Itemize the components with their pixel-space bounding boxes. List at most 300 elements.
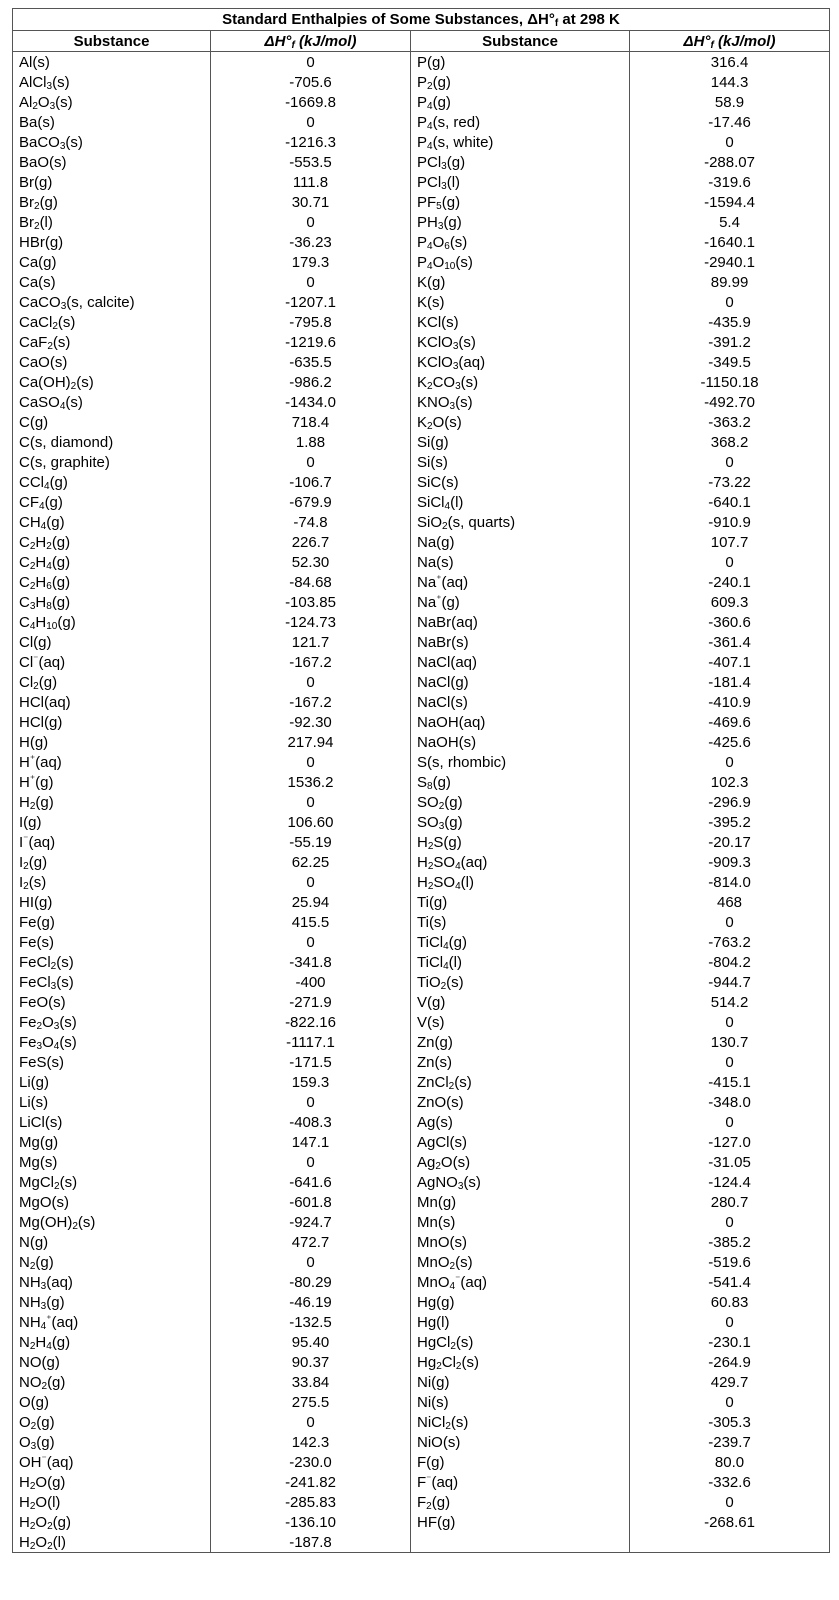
substance-right: K(g) [411,272,630,292]
enthalpy-right: 60.83 [630,1292,830,1312]
table-row [13,1172,830,1192]
substance-left: $Fe_3O_4(s)$ [13,1032,211,1052]
enthalpy-left: 226.7 [211,532,411,552]
enthalpy-left: -46.19 [211,1292,411,1312]
substance-right: NaBr(aq) [411,612,630,632]
substance-left: $H_2O(g)$ [13,1472,211,1492]
substance-right: MnO$_4$⁻(aq) [411,1272,630,1292]
table-row [13,1372,830,1392]
enthalpy-right: -385.2 [630,1232,830,1252]
enthalpy-left: 0 [211,1092,411,1112]
substance-left: Ca(g) [13,252,211,272]
table-row [13,892,830,912]
substance-right: SiCl$_4$(l) [411,492,630,512]
substance-right: AgCl(s) [411,1132,630,1152]
enthalpy-left: 0 [211,1412,411,1432]
table-row [13,392,830,412]
enthalpy-left: -408.3 [211,1112,411,1132]
substance-left: FeCl$_2$(s) [13,952,211,972]
enthalpy-right: 58.9 [630,92,830,112]
substance-left: Ba(s) [13,112,211,132]
enthalpy-left: -167.2 [211,652,411,672]
enthalpy-right: -268.61 [630,1512,830,1532]
substance-left: CaCO$_3$(s, calcite) [13,292,211,312]
enthalpy-left: -132.5 [211,1312,411,1332]
table-row [13,712,830,732]
substance-right: F⁻(aq) [411,1472,630,1492]
substance-right: $H_2S(g)$ [411,832,630,852]
table-row [13,1472,830,1492]
substance-right: Ni(s) [411,1392,630,1412]
table-row [13,1072,830,1092]
substance-right: $P_2(g)$ [411,72,630,92]
substance-right: PCl$_3$(g) [411,152,630,172]
table-row [13,252,830,272]
enthalpy-left: 121.7 [211,632,411,652]
enthalpy-left: 95.40 [211,1332,411,1352]
enthalpy-left: -285.83 [211,1492,411,1512]
enthalpy-left: 33.84 [211,1372,411,1392]
table-row [13,992,830,1012]
table-row [13,772,830,792]
enthalpy-right: -763.2 [630,932,830,952]
substance-right: $SO_3(g)$ [411,812,630,832]
table-row [13,852,830,872]
substance-left: HI(g) [13,892,211,912]
substance-left: Al(s) [13,52,211,73]
substance-right: PCl$_3$(l) [411,172,630,192]
enthalpy-right: -230.1 [630,1332,830,1352]
substance-right: NaOH(aq) [411,712,630,732]
enthalpy-right: 80.0 [630,1452,830,1472]
substance-left: FeS(s) [13,1052,211,1072]
substance-left: $I_2(g)$ [13,852,211,872]
enthalpy-right: -410.9 [630,692,830,712]
enthalpy-right: -804.2 [630,952,830,972]
title-row [13,9,830,31]
enthalpy-left: -80.29 [211,1272,411,1292]
table-row [13,112,830,132]
table-row [13,612,830,632]
substance-left: BaO(s) [13,152,211,172]
table-row [13,172,830,192]
enthalpy-right: 429.7 [630,1372,830,1392]
substance-left: H(g) [13,732,211,752]
substance-left: CaO(s) [13,352,211,372]
substance-left: HBr(g) [13,232,211,252]
substance-left: LiCl(s) [13,1112,211,1132]
table-row [13,932,830,952]
enthalpy-right: 0 [630,1112,830,1132]
enthalpy-left: 179.3 [211,252,411,272]
enthalpy-left: -795.8 [211,312,411,332]
table-row [13,1192,830,1212]
table-row [13,972,830,992]
enthalpy-left: -1434.0 [211,392,411,412]
enthalpy-right: -361.4 [630,632,830,652]
substance-right: $S_8(g)$ [411,772,630,792]
substance-right: Mn(g) [411,1192,630,1212]
enthalpy-right: 0 [630,1012,830,1032]
substance-left: OH⁻(aq) [13,1452,211,1472]
enthalpy-right: -519.6 [630,1252,830,1272]
substance-left: H⁺(g) [13,772,211,792]
substance-right: Ag(s) [411,1112,630,1132]
substance-right: Ti(s) [411,912,630,932]
enthalpy-right: 609.3 [630,592,830,612]
enthalpy-left: 111.8 [211,172,411,192]
header-substance-left: Substance [13,31,211,52]
enthalpy-left: -55.19 [211,832,411,852]
enthalpy-left: 0 [211,52,411,73]
substance-right: MnO(s) [411,1232,630,1252]
enthalpy-left: -36.23 [211,232,411,252]
substance-left: Fe(s) [13,932,211,952]
substance-left: N(g) [13,1232,211,1252]
enthalpy-right: 0 [630,1052,830,1072]
table-row [13,1232,830,1252]
substance-left: $H_2O_2(l)$ [13,1532,211,1553]
enthalpy-right [630,1532,830,1553]
substance-right: Si(s) [411,452,630,472]
table-row [13,632,830,652]
table-row [13,1132,830,1152]
table-row [13,1532,830,1553]
substance-right: Ni(g) [411,1372,630,1392]
substance-left: FeCl$_3$(s) [13,972,211,992]
table-row [13,92,830,112]
substance-left: $C_4H_{10}(g)$ [13,612,211,632]
table-row [13,352,830,372]
enthalpy-left: 62.25 [211,852,411,872]
table-row [13,152,830,172]
substance-right: V(g) [411,992,630,1012]
enthalpy-right: 144.3 [630,72,830,92]
substance-left: FeO(s) [13,992,211,1012]
substance-right: NaCl(s) [411,692,630,712]
table-row [13,52,830,73]
substance-left: $O_2(g)$ [13,1412,211,1432]
substance-right: Na(s) [411,552,630,572]
substance-left: $O_3(g)$ [13,1432,211,1452]
enthalpy-right: -640.1 [630,492,830,512]
enthalpy-right: -1594.4 [630,192,830,212]
table-row [13,572,830,592]
substance-right: SiC(s) [411,472,630,492]
substance-right: NaOH(s) [411,732,630,752]
table-row [13,1152,830,1172]
substance-right: MnO$_2$(s) [411,1252,630,1272]
enthalpy-right: 0 [630,1492,830,1512]
enthalpy-right: -360.6 [630,612,830,632]
enthalpy-left: -553.5 [211,152,411,172]
substance-left: Mg(g) [13,1132,211,1152]
enthalpy-left: -924.7 [211,1212,411,1232]
substance-right: F(g) [411,1452,630,1472]
table-row [13,952,830,972]
substance-right: Ti(g) [411,892,630,912]
enthalpy-right: -348.0 [630,1092,830,1112]
enthalpy-right: -239.7 [630,1432,830,1452]
enthalpy-right: 514.2 [630,992,830,1012]
header-enthalpy-left: $\Delta H^\circ_f$ (kJ/mol) [211,31,411,52]
substance-right: V(s) [411,1012,630,1032]
enthalpy-left: -171.5 [211,1052,411,1072]
enthalpy-left: 0 [211,932,411,952]
enthalpy-left: 90.37 [211,1352,411,1372]
enthalpy-left: -705.6 [211,72,411,92]
enthalpy-right: 5.4 [630,212,830,232]
enthalpy-left: -84.68 [211,572,411,592]
enthalpy-left: 30.71 [211,192,411,212]
enthalpy-left: 159.3 [211,1072,411,1092]
table-row [13,1352,830,1372]
enthalpy-right: -332.6 [630,1472,830,1492]
substance-right: $P_4(g)$ [411,92,630,112]
enthalpy-right: -1150.18 [630,372,830,392]
table-row [13,412,830,432]
substance-left: HCl(g) [13,712,211,732]
substance-right: ZnCl$_2$(s) [411,1072,630,1092]
enthalpy-left: -271.9 [211,992,411,1012]
substance-right: $P_4O_{10}(s)$ [411,252,630,272]
enthalpy-left: -124.73 [211,612,411,632]
table-row [13,232,830,252]
substance-left: BaCO$_3$(s) [13,132,211,152]
enthalpy-right: -425.6 [630,732,830,752]
substance-left: Ca(s) [13,272,211,292]
substance-left: $NH_4^{^+}(aq)$ [13,1312,211,1332]
substance-right: $Hg_2Cl_2(s)$ [411,1352,630,1372]
enthalpy-left: 106.60 [211,812,411,832]
substance-left: HCl(aq) [13,692,211,712]
substance-right: TiCl$_4$(g) [411,932,630,952]
substance-right: Si(g) [411,432,630,452]
substance-left: $Al_2O_3(s)$ [13,92,211,112]
enthalpy-left: 0 [211,452,411,472]
substance-left: O(g) [13,1392,211,1412]
substance-left: AlCl$_3$(s) [13,72,211,92]
substance-right: $P_4O_6(s)$ [411,232,630,252]
substance-left: CCl$_4$(g) [13,472,211,492]
enthalpy-left: -167.2 [211,692,411,712]
substance-right: Na⁺(aq) [411,572,630,592]
enthalpy-left: -400 [211,972,411,992]
substance-left: $NO_2(g)$ [13,1372,211,1392]
table-row [13,1412,830,1432]
enthalpy-left: 0 [211,212,411,232]
substance-left: $NH_3(g)$ [13,1292,211,1312]
table-row [13,452,830,472]
substance-right: NiO(s) [411,1432,630,1452]
substance-right: $F_2(g)$ [411,1492,630,1512]
table-row [13,1392,830,1412]
table-title: Standard Enthalpies of Some Substances, $\Delta H^\circ_f$ at 298 K [13,9,830,31]
substance-left: $H_2O(l)$ [13,1492,211,1512]
substance-right: Na(g) [411,532,630,552]
enthalpy-right: -73.22 [630,472,830,492]
enthalpy-right: 89.99 [630,272,830,292]
table-row [13,1252,830,1272]
header-substance-right: Substance [411,31,630,52]
enthalpy-left: 0 [211,272,411,292]
substance-left: NO(g) [13,1352,211,1372]
enthalpy-right: -240.1 [630,572,830,592]
table-row [13,532,830,552]
substance-left: $NH_3(aq)$ [13,1272,211,1292]
enthalpy-right: -407.1 [630,652,830,672]
enthalpy-left: -187.8 [211,1532,411,1553]
table-row [13,1052,830,1072]
table-row [13,1092,830,1112]
enthalpy-left: 0 [211,872,411,892]
substance-right: $H_2SO_4(aq)$ [411,852,630,872]
enthalpy-right: -814.0 [630,872,830,892]
enthalpy-left: -230.0 [211,1452,411,1472]
substance-right: ZnO(s) [411,1092,630,1112]
substance-left: $Fe_2O_3(s)$ [13,1012,211,1032]
table-row [13,72,830,92]
substance-right: $SO_2(g)$ [411,792,630,812]
table-row [13,732,830,752]
enthalpy-left: 1536.2 [211,772,411,792]
substance-right: Hg(l) [411,1312,630,1332]
enthalpy-right: -17.46 [630,112,830,132]
enthalpy-right: 130.7 [630,1032,830,1052]
enthalpy-left: 147.1 [211,1132,411,1152]
enthalpy-right: -910.9 [630,512,830,532]
substance-right: $H_2SO_4(l)$ [411,872,630,892]
substance-left: Cl(g) [13,632,211,652]
enthalpy-right: 0 [630,912,830,932]
enthalpy-right: 0 [630,552,830,572]
enthalpy-left: -241.82 [211,1472,411,1492]
enthalpy-left: 52.30 [211,552,411,572]
substance-left: CaF$_2$(s) [13,332,211,352]
enthalpy-left: 0 [211,752,411,772]
substance-right: NaBr(s) [411,632,630,652]
table-row [13,1332,830,1352]
substance-left: I⁻(aq) [13,832,211,852]
enthalpy-left: 0 [211,112,411,132]
table-row [13,692,830,712]
enthalpy-left: -679.9 [211,492,411,512]
enthalpy-left: -1669.8 [211,92,411,112]
table-row [13,132,830,152]
enthalpy-left: 0 [211,672,411,692]
substance-left: $C_2H_4(g)$ [13,552,211,572]
substance-right: S(s, rhombic) [411,752,630,772]
enthalpy-table [12,8,830,1553]
substance-left: $Br_2(g)$ [13,192,211,212]
substance-left: $H_2(g)$ [13,792,211,812]
enthalpy-right: -31.05 [630,1152,830,1172]
substance-left: C(s, diamond) [13,432,211,452]
table-row [13,312,830,332]
substance-right: NiCl$_2$(s) [411,1412,630,1432]
enthalpy-left: -74.8 [211,512,411,532]
enthalpy-right: 0 [630,1312,830,1332]
enthalpy-left: -341.8 [211,952,411,972]
substance-left: Br(g) [13,172,211,192]
substance-left: MgCl$_2$(s) [13,1172,211,1192]
enthalpy-left: -136.10 [211,1512,411,1532]
enthalpy-right: -181.4 [630,672,830,692]
enthalpy-right: 280.7 [630,1192,830,1212]
header-row [13,31,830,52]
enthalpy-left: 142.3 [211,1432,411,1452]
substance-left: $C_2H_6(g)$ [13,572,211,592]
table-row [13,1512,830,1532]
enthalpy-right: 0 [630,452,830,472]
substance-left: $Cl_2(g)$ [13,672,211,692]
enthalpy-right: 0 [630,752,830,772]
substance-left: $Ca(OH)_2(s)$ [13,372,211,392]
enthalpy-left: 1.88 [211,432,411,452]
substance-left: CaSO$_4$(s) [13,392,211,412]
table-row [13,272,830,292]
substance-left: Li(s) [13,1092,211,1112]
enthalpy-right: -1640.1 [630,232,830,252]
substance-left: $C_3H_8(g)$ [13,592,211,612]
enthalpy-left: -106.7 [211,472,411,492]
substance-left: Mg(s) [13,1152,211,1172]
substance-right: KClO$_3$(aq) [411,352,630,372]
enthalpy-left: -1216.3 [211,132,411,152]
table-row [13,672,830,692]
substance-right: $K_2CO_3(s)$ [411,372,630,392]
substance-left: Li(g) [13,1072,211,1092]
table-row [13,212,830,232]
enthalpy-left: -822.16 [211,1012,411,1032]
enthalpy-left: -103.85 [211,592,411,612]
enthalpy-right: -492.70 [630,392,830,412]
substance-right: $K_2O(s)$ [411,412,630,432]
substance-left: Cl⁻(aq) [13,652,211,672]
table-row [13,552,830,572]
substance-right: $P_4(s$, red) [411,112,630,132]
table-row [13,292,830,312]
enthalpy-left: -1219.6 [211,332,411,352]
substance-right: $PH_3(g)$ [411,212,630,232]
enthalpy-right: 368.2 [630,432,830,452]
enthalpy-left: 0 [211,1152,411,1172]
substance-right: NaCl(g) [411,672,630,692]
enthalpy-right: -363.2 [630,412,830,432]
enthalpy-left: 718.4 [211,412,411,432]
table-row [13,192,830,212]
enthalpy-right: -264.9 [630,1352,830,1372]
header-enthalpy-right: $\Delta H^\circ_f$ (kJ/mol) [630,31,830,52]
substance-right: Mn(s) [411,1212,630,1232]
enthalpy-left: 217.94 [211,732,411,752]
table-row [13,432,830,452]
table-row [13,1012,830,1032]
enthalpy-right: 468 [630,892,830,912]
enthalpy-left: -1117.1 [211,1032,411,1052]
enthalpy-right: -541.4 [630,1272,830,1292]
substance-right: KCl(s) [411,312,630,332]
substance-left: $C_2H_2(g)$ [13,532,211,552]
enthalpy-right: -20.17 [630,832,830,852]
enthalpy-right: 0 [630,292,830,312]
substance-left: $Mg(OH)_2(s)$ [13,1212,211,1232]
enthalpy-right: 0 [630,1212,830,1232]
table-row [13,1112,830,1132]
substance-right: $Ag_2O(s)$ [411,1152,630,1172]
substance-left: MgO(s) [13,1192,211,1212]
substance-right: Hg(g) [411,1292,630,1312]
